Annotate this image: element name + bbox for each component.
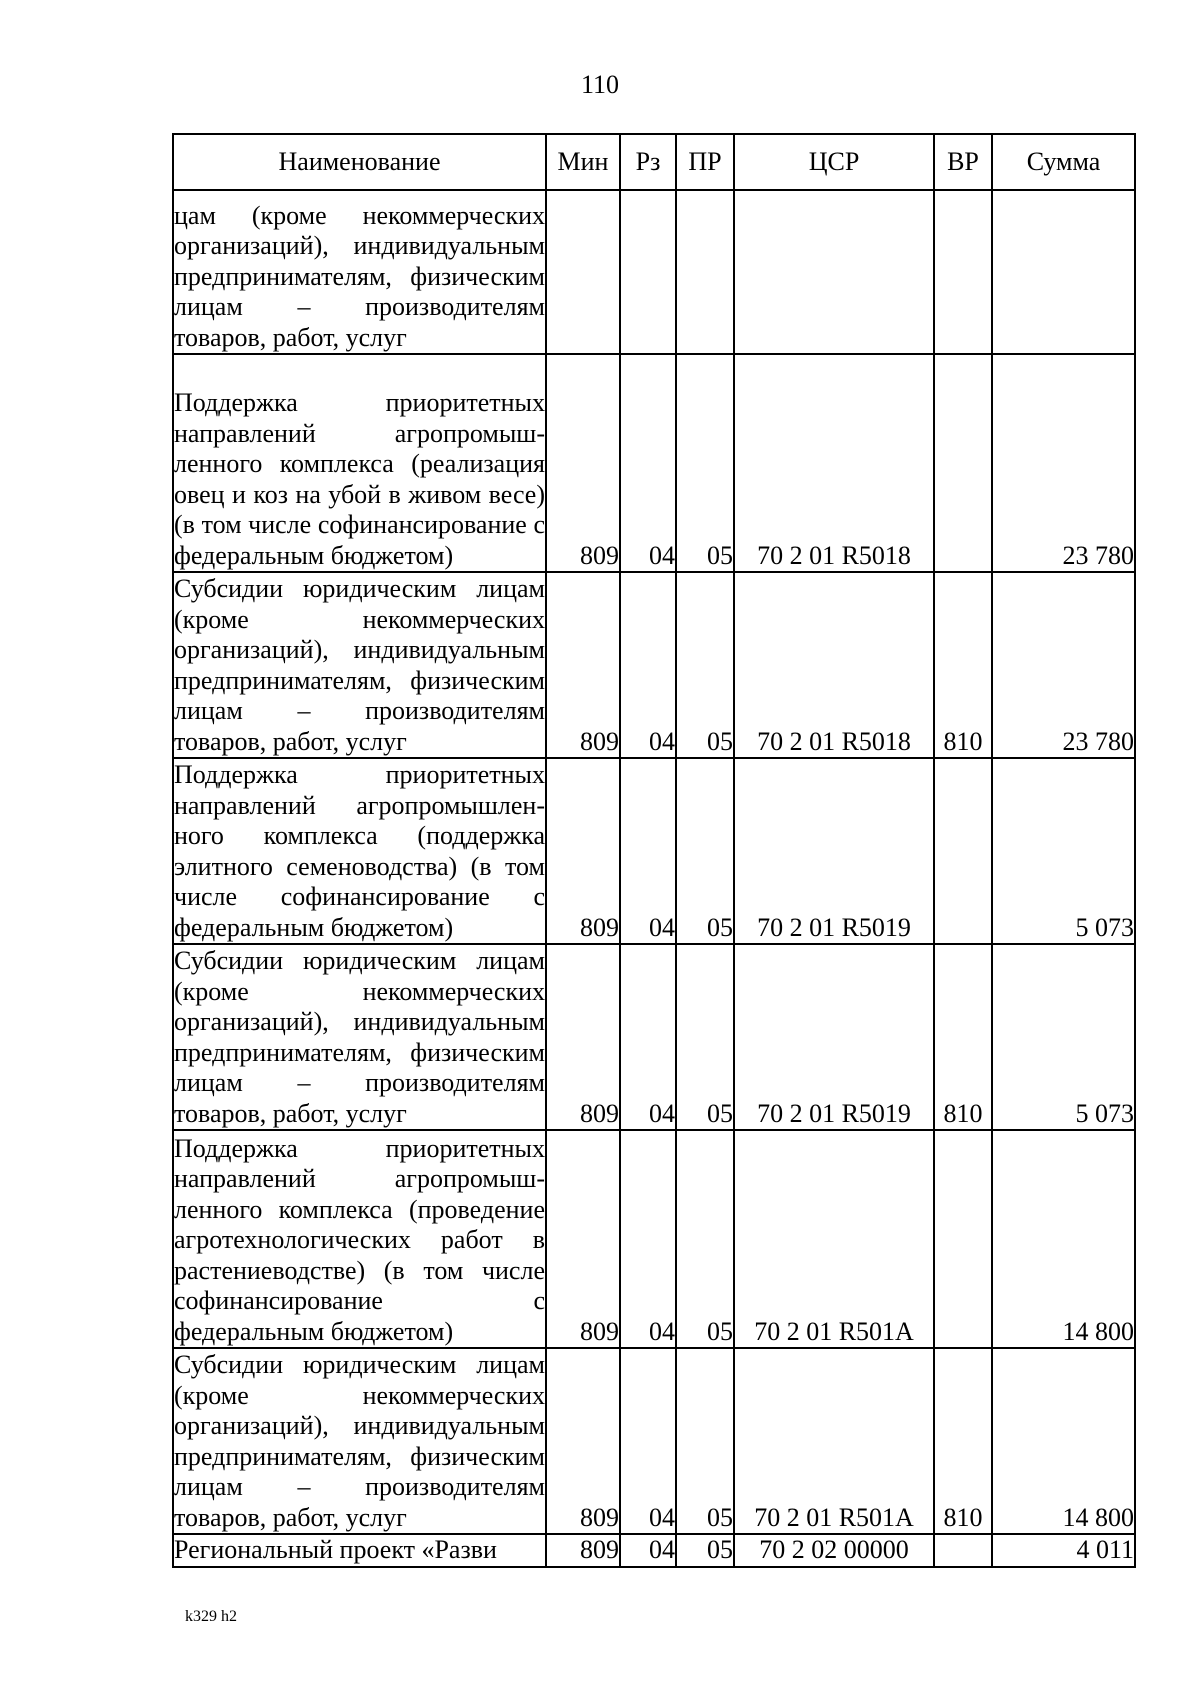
row-csr: 70 2 01 R5018 xyxy=(734,354,934,572)
row-rz: 04 xyxy=(620,1130,676,1348)
row-csr: 70 2 01 R5019 xyxy=(734,944,934,1130)
row-pr xyxy=(676,190,734,354)
row-name: Поддержка приоритетных направлений агропромышленного комплекса (поддержка элитного семеноводства) (в том числе софинансирование с федеральным бюджетом) xyxy=(173,758,546,944)
row-sum: 14 800 xyxy=(992,1348,1135,1534)
row-pr: 05 xyxy=(676,354,734,572)
row-vr xyxy=(934,1130,992,1348)
row-rz: 04 xyxy=(620,1534,676,1567)
row-rz: 04 xyxy=(620,1348,676,1534)
row-rz: 04 xyxy=(620,758,676,944)
row-rz: 04 xyxy=(620,944,676,1130)
row-sum: 5 073 xyxy=(992,758,1135,944)
row-name: Субсидии юридическим лицам (кроме некоммерческих организаций), индивидуальным предпринимателям, физическим лицам – производителям товаров, работ, услуг xyxy=(173,944,546,1130)
table-row xyxy=(173,1130,1135,1348)
row-pr: 05 xyxy=(676,572,734,758)
table-row xyxy=(173,944,1135,1130)
header-min: Мин xyxy=(546,134,620,190)
header-rz: Рз xyxy=(620,134,676,190)
row-name: цам (кроме некоммерческих организаций), индивидуальным предпринимателям, физическим лицам – производителям товаров, работ, услуг xyxy=(173,190,546,354)
table-row xyxy=(173,1348,1135,1534)
row-csr: 70 2 02 00000 xyxy=(734,1534,934,1567)
row-pr: 05 xyxy=(676,758,734,944)
row-sum: 5 073 xyxy=(992,944,1135,1130)
table-row xyxy=(173,572,1135,758)
row-vr xyxy=(934,1534,992,1567)
header-vr: ВР xyxy=(934,134,992,190)
row-min: 809 xyxy=(546,944,620,1130)
row-min xyxy=(546,190,620,354)
table-row xyxy=(173,758,1135,944)
row-vr xyxy=(934,758,992,944)
row-min: 809 xyxy=(546,1534,620,1567)
row-min: 809 xyxy=(546,758,620,944)
header-pr: ПР xyxy=(676,134,734,190)
row-vr xyxy=(934,190,992,354)
row-name: Региональный проект «Разви xyxy=(173,1534,546,1567)
row-csr: 70 2 01 R5019 xyxy=(734,758,934,944)
row-sum: 23 780 xyxy=(992,572,1135,758)
row-sum: 14 800 xyxy=(992,1130,1135,1348)
row-pr: 05 xyxy=(676,1130,734,1348)
table-row xyxy=(173,354,1135,572)
page-number: 110 xyxy=(580,70,620,99)
row-vr: 810 xyxy=(934,944,992,1130)
row-rz xyxy=(620,190,676,354)
header-sum: Сумма xyxy=(992,134,1135,190)
row-sum xyxy=(992,190,1135,354)
header-name: Наименование xyxy=(173,134,546,190)
row-csr xyxy=(734,190,934,354)
row-csr: 70 2 01 R501A xyxy=(734,1348,934,1534)
row-csr: 70 2 01 R501A xyxy=(734,1130,934,1348)
table-row xyxy=(173,1534,1135,1567)
row-min: 809 xyxy=(546,1348,620,1534)
row-name: Поддержка приоритетных направлений агропромышленного комплекса (реализация овец и коз на убой в живом весе) (в том числе софинансирование с федеральным бюджетом) xyxy=(173,354,546,572)
budget-table xyxy=(172,133,1136,1568)
row-vr: 810 xyxy=(934,1348,992,1534)
row-vr: 810 xyxy=(934,572,992,758)
row-pr: 05 xyxy=(676,944,734,1130)
row-sum: 4 011 xyxy=(992,1534,1135,1567)
row-min: 809 xyxy=(546,1130,620,1348)
table-row xyxy=(173,190,1135,354)
row-name: Субсидии юридическим лицам (кроме некоммерческих организаций), индивидуальным предпринимателям, физическим лицам – производителям товаров, работ, услуг xyxy=(173,1348,546,1534)
row-vr xyxy=(934,354,992,572)
row-rz: 04 xyxy=(620,354,676,572)
row-csr: 70 2 01 R5018 xyxy=(734,572,934,758)
footer-code: k329 h2 xyxy=(185,1608,237,1625)
row-pr: 05 xyxy=(676,1534,734,1567)
row-name: Субсидии юридическим лицам (кроме некоммерческих организаций), индивидуальным предпринимателям, физическим лицам – производителям товаров, работ, услуг xyxy=(173,572,546,758)
row-sum: 23 780 xyxy=(992,354,1135,572)
row-rz: 04 xyxy=(620,572,676,758)
table-header-row xyxy=(173,134,1135,190)
row-name: Поддержка приоритетных направлений агропромышленного комплекса (проведение агротехнологических работ в растениеводстве) (в том числе софинансирование с федеральным бюджетом) xyxy=(173,1130,546,1348)
row-min: 809 xyxy=(546,572,620,758)
header-csr: ЦСР xyxy=(734,134,934,190)
row-pr: 05 xyxy=(676,1348,734,1534)
row-min: 809 xyxy=(546,354,620,572)
